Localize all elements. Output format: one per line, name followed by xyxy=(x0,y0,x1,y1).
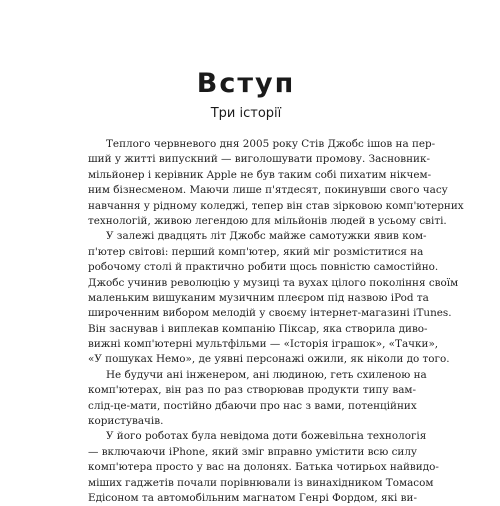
text-line: Теплого червневого дня 2005 року Стів Джобс ішов на пер- xyxy=(106,138,436,150)
text-line: У його роботах була невідома доти божевільна технологія xyxy=(106,430,427,443)
text-line: робочому столі й практично робити щось повністю самостійно. xyxy=(88,261,439,274)
text-line: міших гаджетів почали порівнювали із винахідником Томасом xyxy=(88,476,434,489)
text-line: вижні комп'ютерні мультфільми — «Історія іграшок», «Тачки», xyxy=(88,338,439,351)
paragraph xyxy=(88,429,439,506)
text-line: комп'ютерах, він раз по раз створював продукти типу вам- xyxy=(88,384,416,397)
text-line: ший у житті випускний — виголошувати промову. Засновник- xyxy=(88,153,430,166)
text-line: технологій, живою легендою для мільйонів людей в усьому світі. xyxy=(88,214,447,227)
text-line: навчання у рідному коледжі, тепер він став зірковою комп'ютерних xyxy=(88,199,464,212)
text-line: ним бізнесменом. Маючи лише п'ятдесят, покинувши свого часу xyxy=(88,184,448,197)
text-line: «У пошуках Немо», де уявні персонажі ожили, як ніколи до того. xyxy=(88,353,450,366)
text-line: користувачів. xyxy=(88,415,164,428)
chapter-title: Вступ xyxy=(196,68,296,99)
text-line: маленьким вишуканим музичним плеєром під назвою iPod та xyxy=(88,291,429,304)
text-line: широченним вибором мелодій у своєму інтернет-магазині iTunes. xyxy=(88,307,452,320)
chapter-subtitle: Три історії xyxy=(210,106,282,121)
text-line: Не будучи ані інженером, ані людиною, геть схиленою на xyxy=(106,368,427,381)
text-line: Джобс учинив революцію у музиці та вухах цілого покоління своїм xyxy=(88,276,459,289)
paragraph xyxy=(88,229,459,368)
text-line: мільйонер і керівник Apple не був таким собі пихатим нікчем- xyxy=(88,168,432,181)
text-line: п'ютер світові: перший комп'ютер, який міг розміститися на xyxy=(88,245,424,258)
text-line: комп'ютера просто у вас на долонях. Батька чотирьох найвидо- xyxy=(88,461,439,474)
text-line: Він заснував і виплекав компанію Піксар, яка створила диво- xyxy=(88,322,428,335)
text-line: У залежі двадцять літ Джобс майже самотужки явив ком- xyxy=(106,230,427,243)
paragraph xyxy=(88,137,464,229)
paragraph xyxy=(88,368,427,430)
text-line: слід-це-мати, постійно дбаючи про нас з вами, потенційних xyxy=(88,399,417,412)
text-line: — включаючи iPhone, який зміг вправно умістити всю силу xyxy=(88,445,418,458)
body-text xyxy=(88,137,464,506)
text-line: Едісоном та автомобільним магнатом Генрі Фордом, які ви- xyxy=(88,491,417,504)
